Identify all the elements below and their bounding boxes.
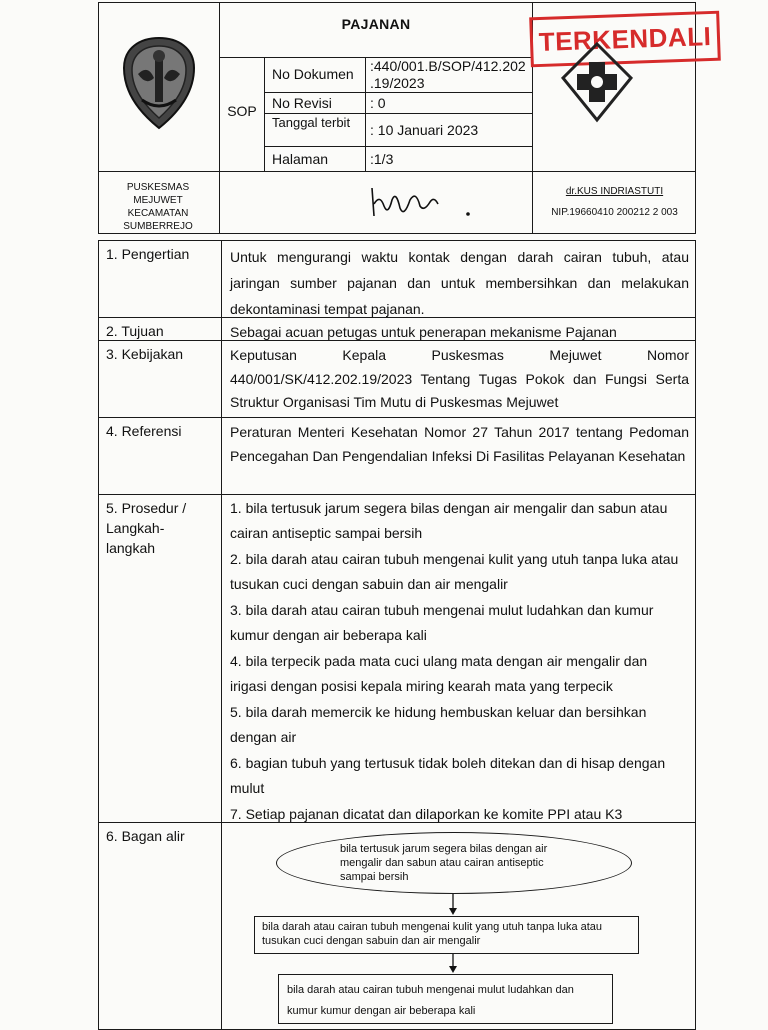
- section-label-referensi: 4. Referensi: [106, 423, 182, 439]
- section-text-pengertian: Untuk mengurangi waktu kontak dengan darah cairan tubuh, atau jaringan sumber pajanan dan untuk membersihkan dan melakukan dekontaminasi tempat pajanan.: [230, 249, 689, 317]
- page-label: Halaman: [272, 151, 329, 167]
- section-text-tujuan: Sebagai acuan petugas untuk penerapan mekanisme Pajanan: [230, 324, 617, 340]
- procedure-step: 5. bila darah memercik ke hidung hembuskan keluar dan bersihkan dengan air: [230, 704, 647, 745]
- section-label-kebijakan: 3. Kebijakan: [106, 346, 184, 362]
- signer-name: dr.KUS INDRIASTUTI: [565, 186, 664, 197]
- page-title: PAJANAN: [341, 16, 411, 32]
- section-label-pengertian: 1. Pengertian: [106, 246, 190, 262]
- regency-logo: [118, 34, 200, 132]
- org-name: PUSKESMAS MEJUWET KECAMATAN SUMBERREJO: [123, 182, 193, 232]
- procedure-step: 2. bila darah atau cairan tubuh mengenai kulit yang utuh tanpa luka atau tusukan cuci dengan sabuin dan air mengalir: [230, 551, 679, 592]
- revision-value: : 0: [370, 95, 386, 111]
- issue-date-value: : 10 Januari 2023: [370, 122, 479, 138]
- signature: [364, 182, 484, 224]
- flow-step-text: bila tertusuk jarum segera bilas dengan air mengalir dan sabun atau cairan antiseptic sampai bersih: [340, 843, 548, 883]
- procedure-step: 3. bila darah atau cairan tubuh mengenai mulut ludahkan dan kumur kumur dengan air beberapa kali: [230, 602, 654, 643]
- puskesmas-emblem: [557, 40, 637, 124]
- doc-number-label: No Dokumen: [272, 66, 354, 82]
- procedure-step: 6. bagian tubuh yang tertusuk tidak boleh ditekan dan di hisap dengan mulut: [230, 755, 666, 796]
- controlled-stamp: TERKENDALI: [529, 11, 721, 68]
- section-text-kebijakan: Keputusan Kepala Puskesmas Mejuwet Nomor 440/001/SK/412.202.19/2023 Tentang Tugas Pokok dan Fungsi Serta Struktur Organisasi Tim Mutu di Puskesmas Mejuwet: [230, 347, 689, 410]
- procedure-steps: [222, 494, 695, 827]
- procedure-step: 1. bila tertusuk jarum segera bilas dengan air mengalir dan sabun atau cairan antiseptic sampai bersih: [230, 500, 668, 541]
- flow-arrow: [447, 954, 459, 974]
- section-label-prosedur: 5. Prosedur / Langkah-langkah: [106, 500, 187, 556]
- procedure-step: 7. Setiap pajanan dicatat dan dilaporkan ke komite PPI atau K3: [230, 806, 623, 822]
- section-label-tujuan: 2. Tujuan: [106, 323, 164, 339]
- page-value: :1/3: [370, 151, 394, 167]
- signer-nip: NIP.19660410 200212 2 003: [551, 207, 678, 218]
- doc-number-value: :440/001.B/SOP/412.202 .19/2023: [370, 58, 526, 91]
- flow-step-text: bila darah atau cairan tubuh mengenai kulit yang utuh tanpa luka atau tusukan cuci dengan sabuin dan air mengalir: [262, 921, 603, 947]
- flow-step-text: bila darah atau cairan tubuh mengenai mulut ludahkan dan kumur kumur dengan air beberapa kali: [287, 984, 574, 1017]
- section-label-bagan: 6. Bagan alir: [106, 828, 185, 844]
- section-text-referensi: Peraturan Menteri Kesehatan Nomor 27 Tahun 2017 tentang Pedoman Pencegahan Dan Pengendalian Infeksi Di Fasilitas Pelayanan Kesehatan: [230, 424, 689, 464]
- sop-label: SOP: [227, 103, 257, 119]
- procedure-step: 4. bila terpecik pada mata cuci ulang mata dengan air mengalir dan irigasi dengan posisi kepala miring kearah mata yang terpecik: [230, 653, 648, 694]
- revision-label: No Revisi: [272, 95, 332, 111]
- flow-arrow: [447, 894, 459, 916]
- issue-date-label: Tanggal terbit: [272, 115, 351, 130]
